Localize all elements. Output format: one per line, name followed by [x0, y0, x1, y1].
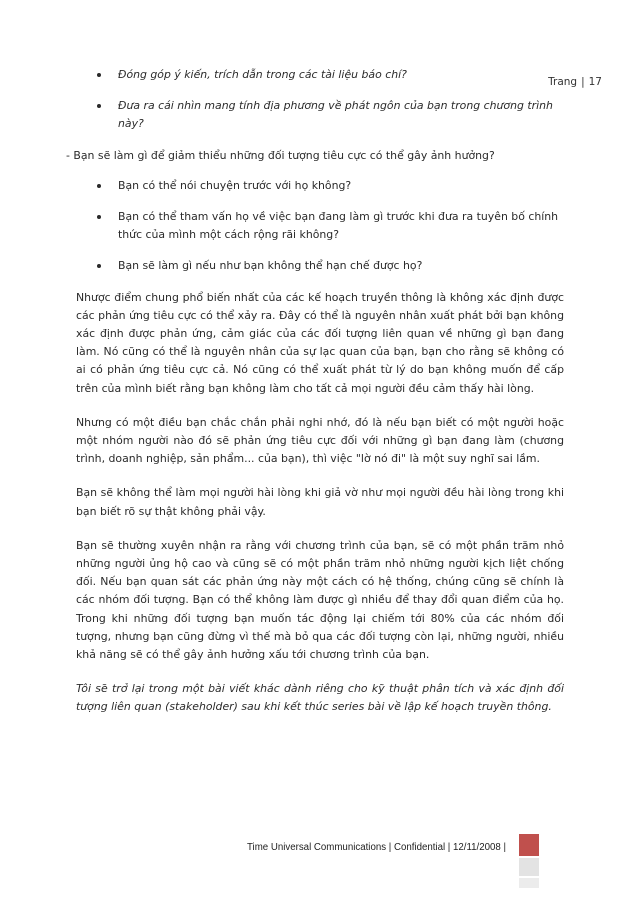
list-item: [78, 97, 564, 133]
paragraph: Nhược điểm chung phổ biến nhất của các kế hoạch truyền thông là không xác định được các phản ứng tiêu cực có thể xảy ra. Đây có thể là nguyên nhân xuất phát bởi bạn không xác định được phản ứng, cảm giác của các đối tượng liên quan về những gì bạn đang làm. Nó cũng có thể là nguyên nhân của sự lạc quan của bạn, bạn cho rằng sẽ không có ai có phản ứng tiêu cực cả. Nó cũng có thể xuất phát từ lý do bạn không muốn để cấp trên của mình biết rằng bạn không làm cho tất cả mọi người đều cảm thấy hài lòng.: [76, 290, 564, 395]
page-label: Trang: [548, 76, 578, 88]
document-body: [66, 66, 564, 733]
footer-grey-block: [519, 858, 539, 876]
bullet-icon: [97, 264, 101, 268]
footer-text: Time Universal Communications | Confidential | 12/11/2008 |: [246, 842, 506, 853]
paragraph: Bạn sẽ thường xuyên nhận ra rằng với chương trình của bạn, sẽ có một phần trăm nhỏ những người ủng hộ cao và cũng sẽ có một phần trăm nhỏ những người kịch liệt chống đối. Nếu bạn quan sát các phản ứng này một cách có hệ thống, chúng cũng sẽ chính là các nhóm đối tượng. Bạn có thể không làm được gì nhiều để thay đổi quan điểm của họ. Trong khi những đối tượng bạn muốn tác động lại chiếm tới 80% của các nhóm đối tượng, nhưng bạn cũng đừng vì thế mà bỏ qua các đối tượng còn lại, những người, nhiều khả năng sẽ có thể gây ảnh hưởng xấu tới chương trình của bạn.: [76, 538, 564, 662]
bullet-icon: [97, 104, 101, 108]
closing-note: Tôi sẽ trở lại trong một bài viết khác dành riêng cho kỹ thuật phân tích và xác định đối tượng liên quan (stakeholder) sau khi kết thúc series bài về lập kế hoạch truyền thông.: [76, 682, 564, 714]
paragraph: Bạn sẽ không thể làm mọi người hài lòng khi giả vờ như mọi người đều hài lòng trong khi bạn biết rõ sự thật không phải vậy.: [76, 486, 564, 518]
list-item: [78, 66, 564, 84]
list-item-text: Đưa ra cái nhìn mang tính địa phương về phát ngôn của bạn trong chương trình này?: [118, 99, 553, 131]
list-item: [78, 177, 564, 195]
list-item-text: Bạn có thể tham vấn họ về việc bạn đang làm gì trước khi đưa ra tuyên bố chính thức của mình một cách rộng rãi không?: [118, 210, 559, 242]
list-item: [78, 208, 564, 244]
page-separator: |: [581, 76, 585, 88]
bullet-icon: [97, 73, 101, 77]
footer-grey-block: [519, 878, 539, 888]
footer-accent-block: [519, 834, 539, 856]
list-item-text: Bạn sẽ làm gì nếu như bạn không thể hạn chế được họ?: [118, 259, 423, 273]
list-item-text: Bạn có thể nói chuyện trước với họ không?: [118, 178, 352, 192]
list-item: [78, 257, 564, 275]
page-footer: [0, 834, 638, 894]
paragraph: Nhưng có một điều bạn chắc chắn phải nghi nhớ, đó là nếu bạn biết có một người hoặc một nhóm người nào đó sẽ phản ứng tiêu cực đối với những gì bạn đang làm (chương trình, doanh nghiệp, sản phẩm... của bạn), thì việc "lờ nó đi" là một suy nghĩ sai lầm.: [76, 415, 564, 466]
list-item-text: Đóng góp ý kiến, trích dẫn trong các tài liệu báo chí?: [118, 68, 407, 81]
bullet-list-second: [78, 177, 564, 276]
bullet-icon: [97, 215, 101, 219]
bullet-icon: [97, 184, 101, 188]
bullet-list-top: [78, 66, 564, 134]
page-number: 17: [588, 76, 602, 88]
dash-question: - Bạn sẽ làm gì để giảm thiểu những đối tượng tiêu cực có thể gây ảnh hưởng?: [66, 148, 495, 162]
